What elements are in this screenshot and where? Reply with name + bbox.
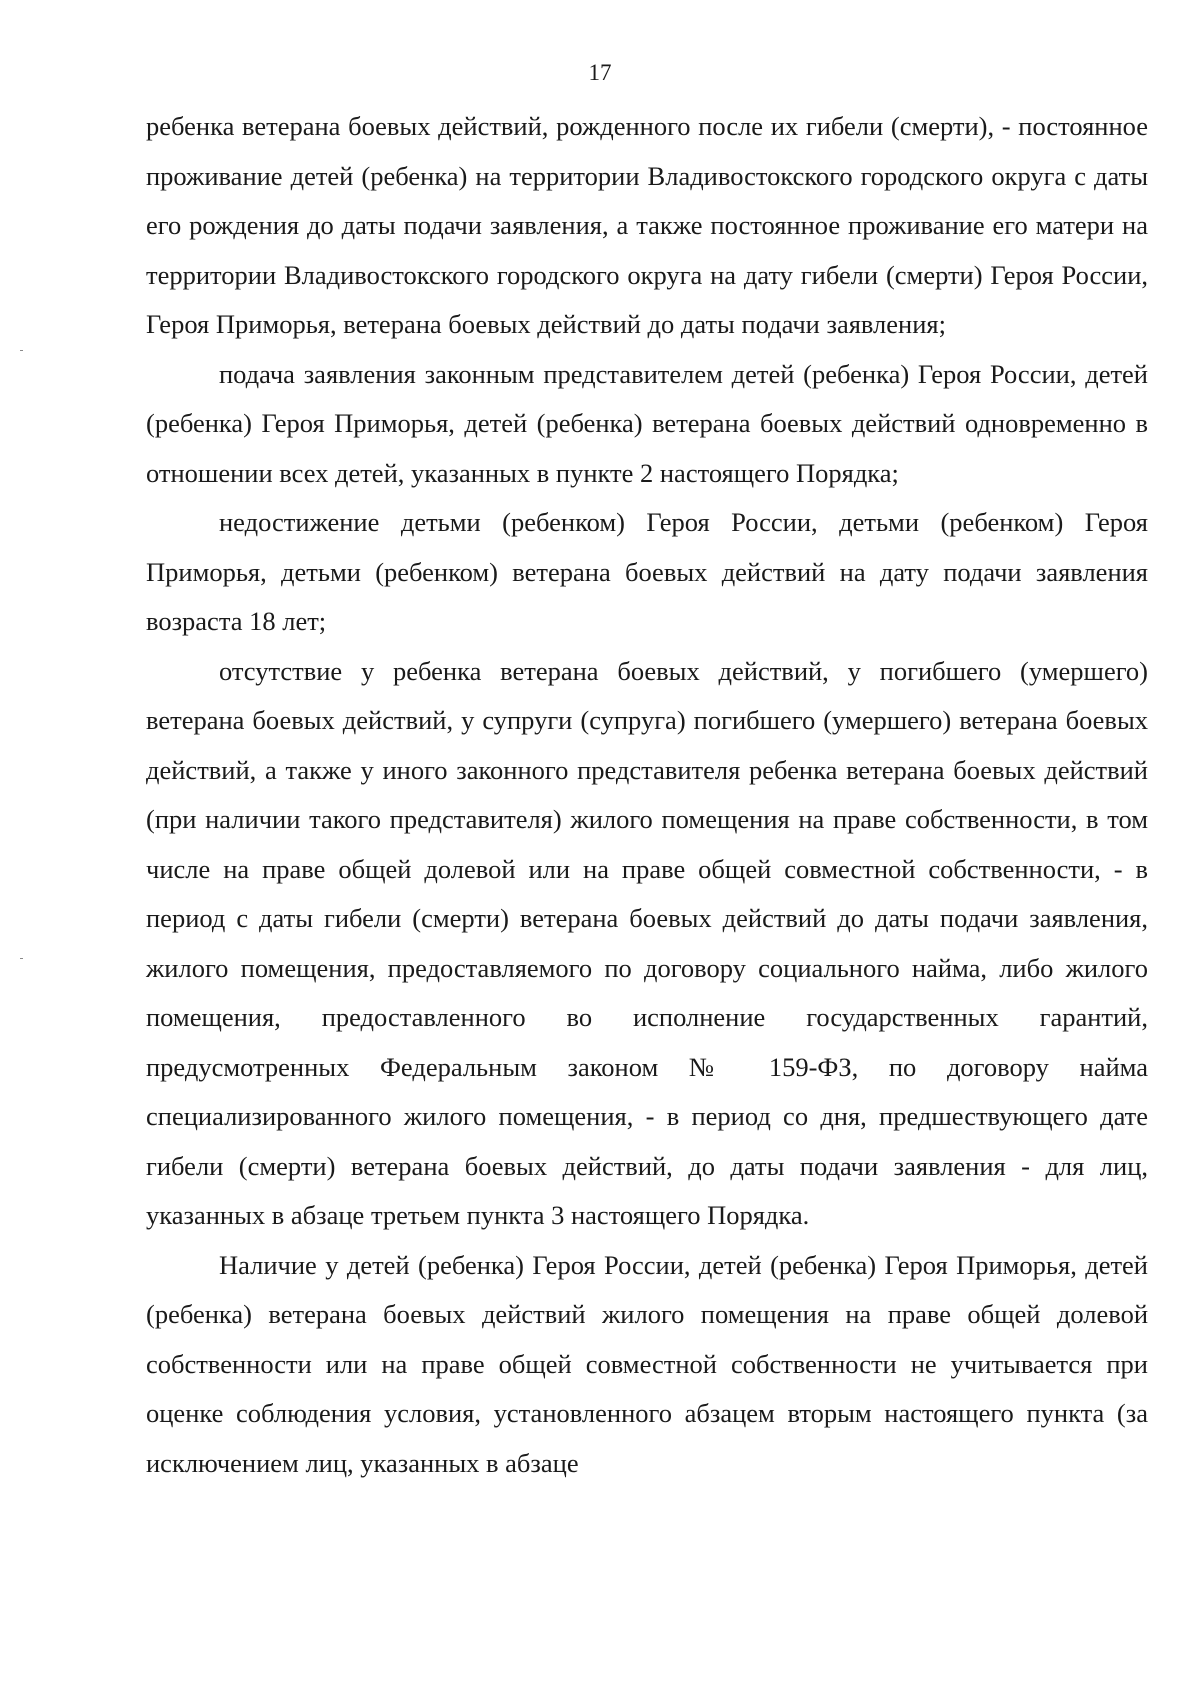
page-number: 17 — [588, 60, 612, 85]
scan-margin-mark — [20, 958, 23, 959]
paragraph: подача заявления законным представителем детей (ребенка) Героя России, детей (ребенка) Героя Приморья, детей (ребенка) ветерана боевых действий одновременно в отношении всех детей, указанных в пункте 2 настоящего Порядка; — [146, 358, 1148, 488]
paragraph: отсутствие у ребенка ветерана боевых действий, у погибшего (умершего) ветерана боевых действий, у супруги (супруга) погибшего (умершего) ветерана боевых действий, а также у иного законного представителя ребенка ветерана боевых действий (при наличии такого представителя) жилого помещения на праве собственности, в том числе на праве общей долевой или на праве общей совместной собственности, - в период с даты гибели (смерти) ветерана боевых действий до даты подачи заявления, жилого помещения, предоставляемого по договору социального найма, либо жилого помещения, предоставленного во исполнение государственных гарантий, предусмотренных Федеральным законом № 159-ФЗ, по договору найма специализированного жилого помещения, - в период со дня, предшествующего дате гибели (смерти) ветерана боевых действий, до даты подачи заявления - для лиц, указанных в абзаце третьем пункта 3 настоящего Порядка. — [146, 655, 1148, 1230]
scan-margin-mark — [20, 350, 23, 351]
paragraph-continuation: ребенка ветерана боевых действий, рожденного после их гибели (смерти), - постоянное проживание детей (ребенка) на территории Владивостокского городского округа с даты его рождения до даты подачи заявления, а также постоянное проживание его матери на территории Владивостокского городского округа на дату гибели (смерти) Героя России, Героя Приморья, ветерана боевых действий до даты подачи заявления; — [146, 111, 1148, 339]
document-body — [146, 102, 1148, 1488]
paragraph: недостижение детьми (ребенком) Героя России, детьми (ребенком) Героя Приморья, детьми (ребенком) ветерана боевых действий на дату подачи заявления возраста 18 лет; — [146, 507, 1148, 636]
paragraph: Наличие у детей (ребенка) Героя России, детей (ребенка) Героя Приморья, детей (ребенка) ветерана боевых действий жилого помещения на праве общей долевой собственности или на праве общей совместной собственности не учитывается при оценке соблюдения условия, установленного абзацем вторым настоящего пункта (за исключением лиц, указанных в абзаце — [146, 1249, 1148, 1478]
